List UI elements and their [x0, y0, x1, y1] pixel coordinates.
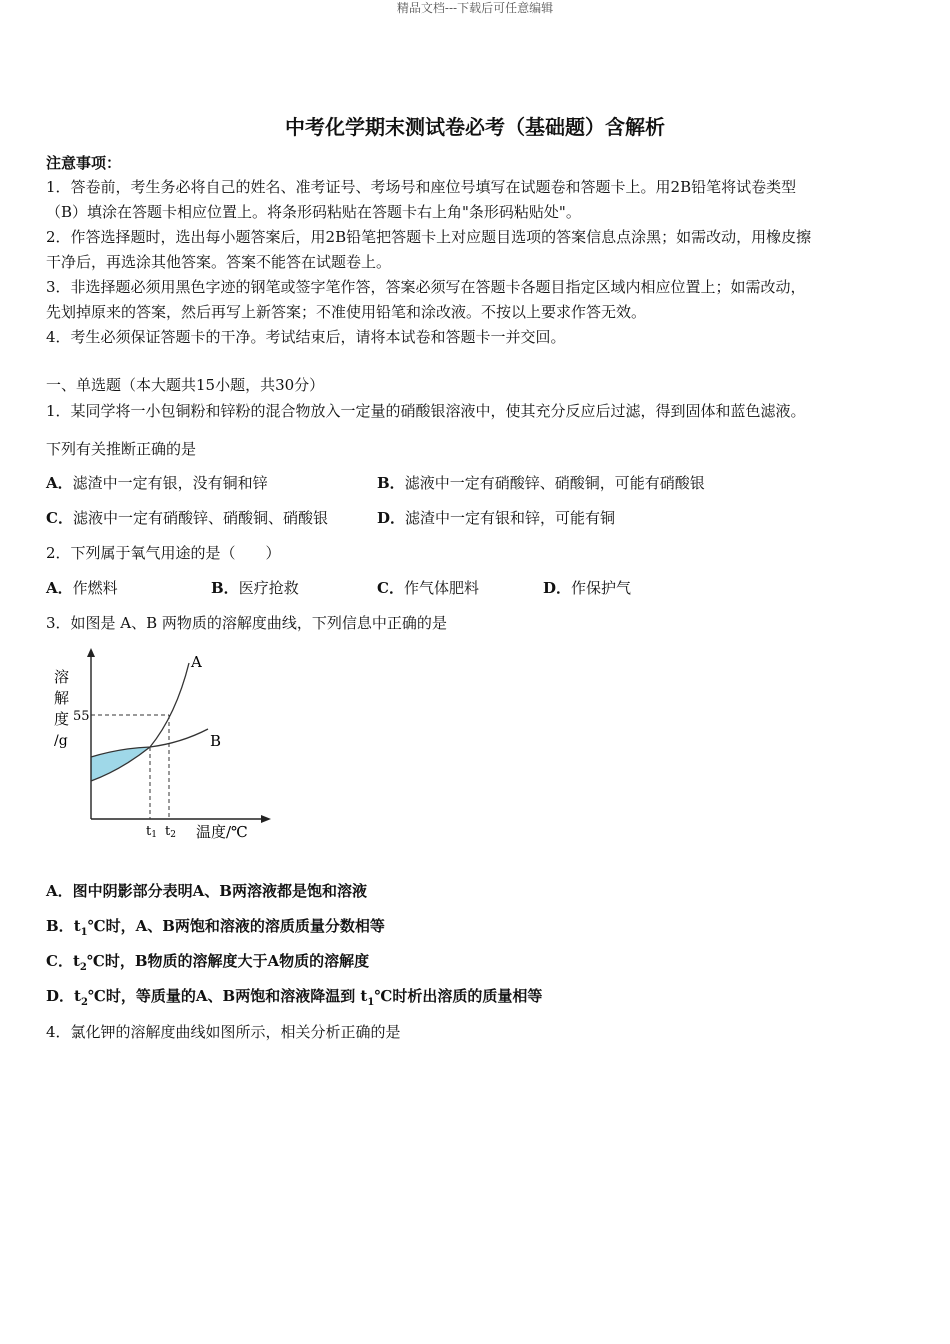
x-label: 温度/℃: [196, 823, 248, 841]
option-key: C．: [46, 509, 73, 527]
q1-stem-2: 下列有关推断正确的是: [46, 440, 197, 458]
q1-option-d: [377, 507, 615, 529]
option-t: t: [74, 987, 81, 1005]
q4-stem: 4．氯化钾的溶解度曲线如图所示，相关分析正确的是: [46, 1023, 401, 1041]
q2-option-c: [377, 577, 479, 599]
option-text: 作燃料: [72, 579, 118, 597]
q3-option-d: [46, 985, 542, 1014]
option-text: 滤液中一定有硝酸锌、硝酸铜，可能有硝酸银: [404, 474, 705, 492]
notes-line-3: 2．作答选择题时，选出每小题答案后，用2B铅笔把答题卡上对应题目选项的答案信息点涂黑；如需改动，用橡皮擦: [46, 228, 812, 246]
q1-option-a: [46, 472, 268, 494]
tick-t1: t1: [146, 824, 157, 840]
option-key: D．: [46, 987, 75, 1005]
notes-line-1: 1．答卷前，考生务必将自己的姓名、准考证号、考场号和座位号填写在试题卷和答题卡上。用2B铅笔将试卷类型: [46, 178, 797, 196]
option-text: ℃时析出溶质的质量相等: [374, 987, 543, 1005]
option-text: 图中阴影部分表明A、B两溶液都是饱和溶液: [72, 882, 367, 900]
q3-option-a: [46, 880, 367, 902]
option-key: D．: [543, 579, 572, 597]
option-key: B．: [377, 474, 405, 492]
option-t: t: [72, 952, 80, 970]
option-text: 滤渣中一定有银，没有铜和锌: [72, 474, 268, 492]
notes-line-7: 4．考生必须保证答题卡的干净。考试结束后，请将本试卷和答题卡一并交回。: [46, 328, 566, 346]
option-key: A．: [46, 882, 73, 900]
shaded-region: [91, 747, 150, 781]
solubility-curve-figure: [46, 645, 286, 845]
option-text: 作气体肥料: [403, 579, 479, 597]
y-label-3: 度: [54, 710, 70, 728]
option-key: B．: [46, 917, 74, 935]
option-text: 作保护气: [571, 579, 632, 597]
q1-option-c: [46, 507, 328, 529]
q3-option-c: [46, 950, 369, 979]
option-key: A．: [46, 579, 73, 597]
page-header: 精品文档---下载后可任意编辑: [396, 1, 554, 15]
q2-option-d: [543, 577, 631, 599]
curve-b-label: B: [210, 732, 222, 750]
x-axis-arrow: [261, 815, 271, 823]
option-key: C．: [46, 952, 73, 970]
notes-line-5: 3．非选择题必须用黑色字迹的钢笔或签字笔作答，答案必须写在答题卡各题目指定区域内相应位置上；如需改动，: [46, 278, 806, 296]
y-label-2: 解: [54, 689, 70, 707]
page-title: 中考化学期末测试卷必考（基础题）含解析: [285, 115, 665, 139]
option-sub: 2: [79, 962, 87, 973]
q2-option-a: [46, 577, 118, 599]
curve-a-label: A: [191, 653, 202, 671]
q1-stem: 1．某同学将一小包铜粉和锌粉的混合物放入一定量的硝酸银溶液中，使其充分反应后过滤，得到固体和蓝色滤液。: [46, 402, 806, 420]
tick-t2: t2: [165, 824, 176, 840]
option-sub-2: 1: [367, 997, 375, 1008]
option-text: 滤液中一定有硝酸锌、硝酸铜、硝酸银: [72, 509, 328, 527]
option-text: 滤渣中一定有银和锌，可能有铜: [405, 509, 616, 527]
option-key: C．: [377, 579, 404, 597]
option-key: B．: [211, 579, 239, 597]
option-key: D．: [377, 509, 406, 527]
option-sub: 2: [80, 997, 88, 1008]
option-text: ℃时，B物质的溶解度大于A物质的溶解度: [86, 952, 370, 970]
option-sub: 1: [80, 927, 88, 938]
tick-55: 55: [73, 709, 90, 724]
y-label-1: 溶: [54, 668, 70, 686]
option-t: t: [73, 917, 81, 935]
section-heading: 一、单选题（本大题共15小题，共30分）: [46, 376, 325, 394]
option-text-mid: ℃时，等质量的A、B两饱和溶液降温到 t: [87, 987, 368, 1005]
option-key: A．: [46, 474, 73, 492]
curve-b: [91, 729, 208, 757]
q3-option-b: [46, 915, 385, 944]
option-text: ℃时，A、B两饱和溶液的溶质质量分数相等: [87, 917, 385, 935]
q2-option-b: [211, 577, 299, 599]
option-text: 医疗抢救: [238, 579, 299, 597]
notes-line-4: 干净后，再选涂其他答案。答案不能答在试题卷上。: [46, 253, 392, 271]
y-label-4: /g: [54, 733, 68, 749]
q1-option-b: [377, 472, 705, 494]
q3-stem: 3．如图是 A、B 两物质的溶解度曲线，下列信息中正确的是: [46, 614, 447, 632]
notes-heading: 注意事项：: [46, 154, 122, 172]
y-axis-arrow: [87, 648, 95, 657]
notes-line-6: 先划掉原来的答案，然后再写上新答案；不准使用铅笔和涂改液。不按以上要求作答无效。: [46, 303, 647, 321]
notes-line-2: （B）填涂在答题卡相应位置上。将条形码粘贴在答题卡右上角"条形码粘贴处"。: [46, 203, 581, 221]
q2-stem: 2．下列属于氧气用途的是（ ）: [46, 544, 281, 562]
